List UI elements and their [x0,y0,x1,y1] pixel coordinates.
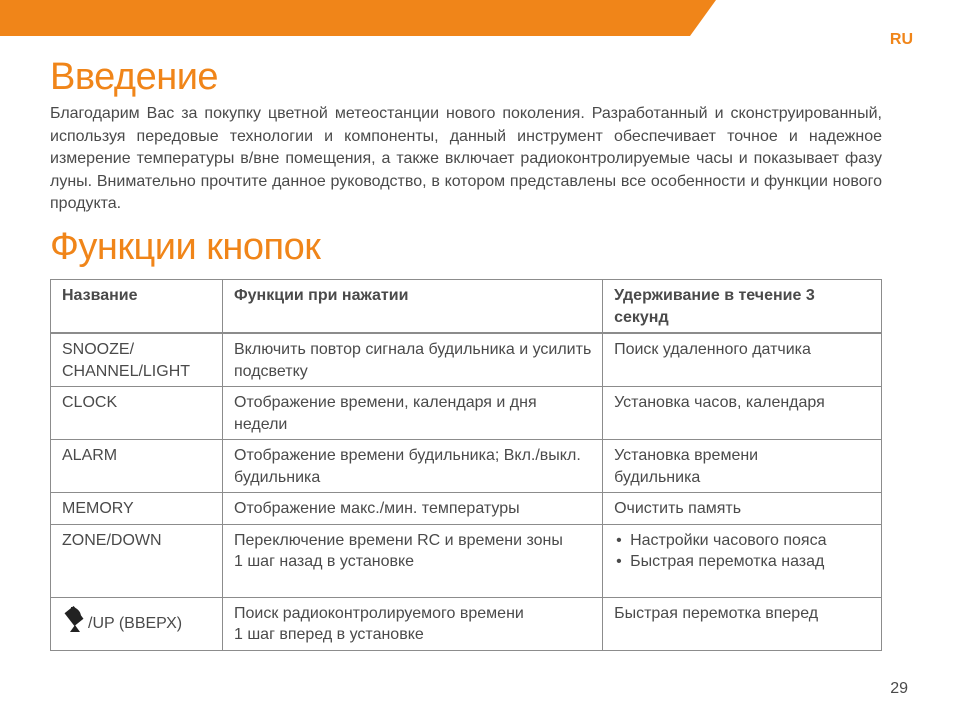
button-name: SNOOZE/ CHANNEL/LIGHT [62,341,191,380]
intro-paragraph: Благодарим Вас за покупку цветной метеостанции нового поколения. Разработанный и сконструированный, используя передовые технологии и компоненты, данный инструмент обеспечивает точное и надежное измерение температуры в/вне помещения, а также включает радиоконтролируемые часы и показывает фазу луны. Внимательно прочтите данное руководство, в котором представлены все особенности и функции нового продукта. [50,105,882,213]
table-row [51,440,882,493]
row-up-name [51,597,223,650]
press-line: Поиск радиоконтролируемого времени [234,604,524,622]
row-memory-name: MEMORY [51,493,223,525]
row-snooze-hold: Поиск удаленного датчика [603,333,882,387]
header-press: Функции при нажатии [223,280,603,334]
table-row [51,387,882,440]
row-up-hold: Быстрая перемотка вперед [603,597,882,650]
list-item: • Настройки часового пояса [614,530,871,552]
hold-bullet-list [614,530,871,573]
hold-text: Установка времени будильника [614,447,759,486]
press-line: Переключение времени RC и времени зоны [234,531,563,549]
row-zone-hold [603,524,882,597]
table-header-row [51,280,882,334]
row-alarm-press: Отображение времени будильника; Вкл./выкл. будильника [223,440,603,493]
row-alarm-name: ALARM [51,440,223,493]
page-number: 29 [890,680,908,697]
header-name: Название [51,280,223,334]
row-clock-press: Отображение времени, календаря и дня недели [223,387,603,440]
row-clock-name: CLOCK [51,387,223,440]
row-memory-press: Отображение макс./мин. температуры [223,493,603,525]
table-row [51,493,882,525]
row-alarm-hold [603,440,882,493]
button-name: /UP (ВВЕРХ) [88,614,183,632]
intro-title: Введение [50,56,219,98]
list-item: • Быстрая перемотка назад [614,551,871,573]
row-zone-press [223,524,603,597]
press-line: 1 шаг вперед в установке [234,626,424,643]
press-line: 1 шаг назад в установке [234,553,415,570]
row-clock-hold: Установка часов, календаря [603,387,882,440]
row-snooze-name [51,333,223,387]
table-row [51,333,882,387]
header-hold [603,280,882,334]
row-memory-hold: Очистить память [603,493,882,525]
table-row [51,597,882,650]
radio-antenna-icon [62,603,88,633]
row-snooze-press: Включить повтор сигнала будильника и усилить подсветку [223,333,603,387]
functions-title: Функции кнопок [50,226,321,268]
button-functions-table [50,279,882,651]
header-hold-text: Удерживание в течение 3 секунд [614,287,815,326]
row-up-press [223,597,603,650]
header-accent-bar [0,0,954,36]
row-zone-name: ZONE/DOWN [51,524,223,597]
table-row [51,524,882,597]
language-code: RU [889,31,913,48]
